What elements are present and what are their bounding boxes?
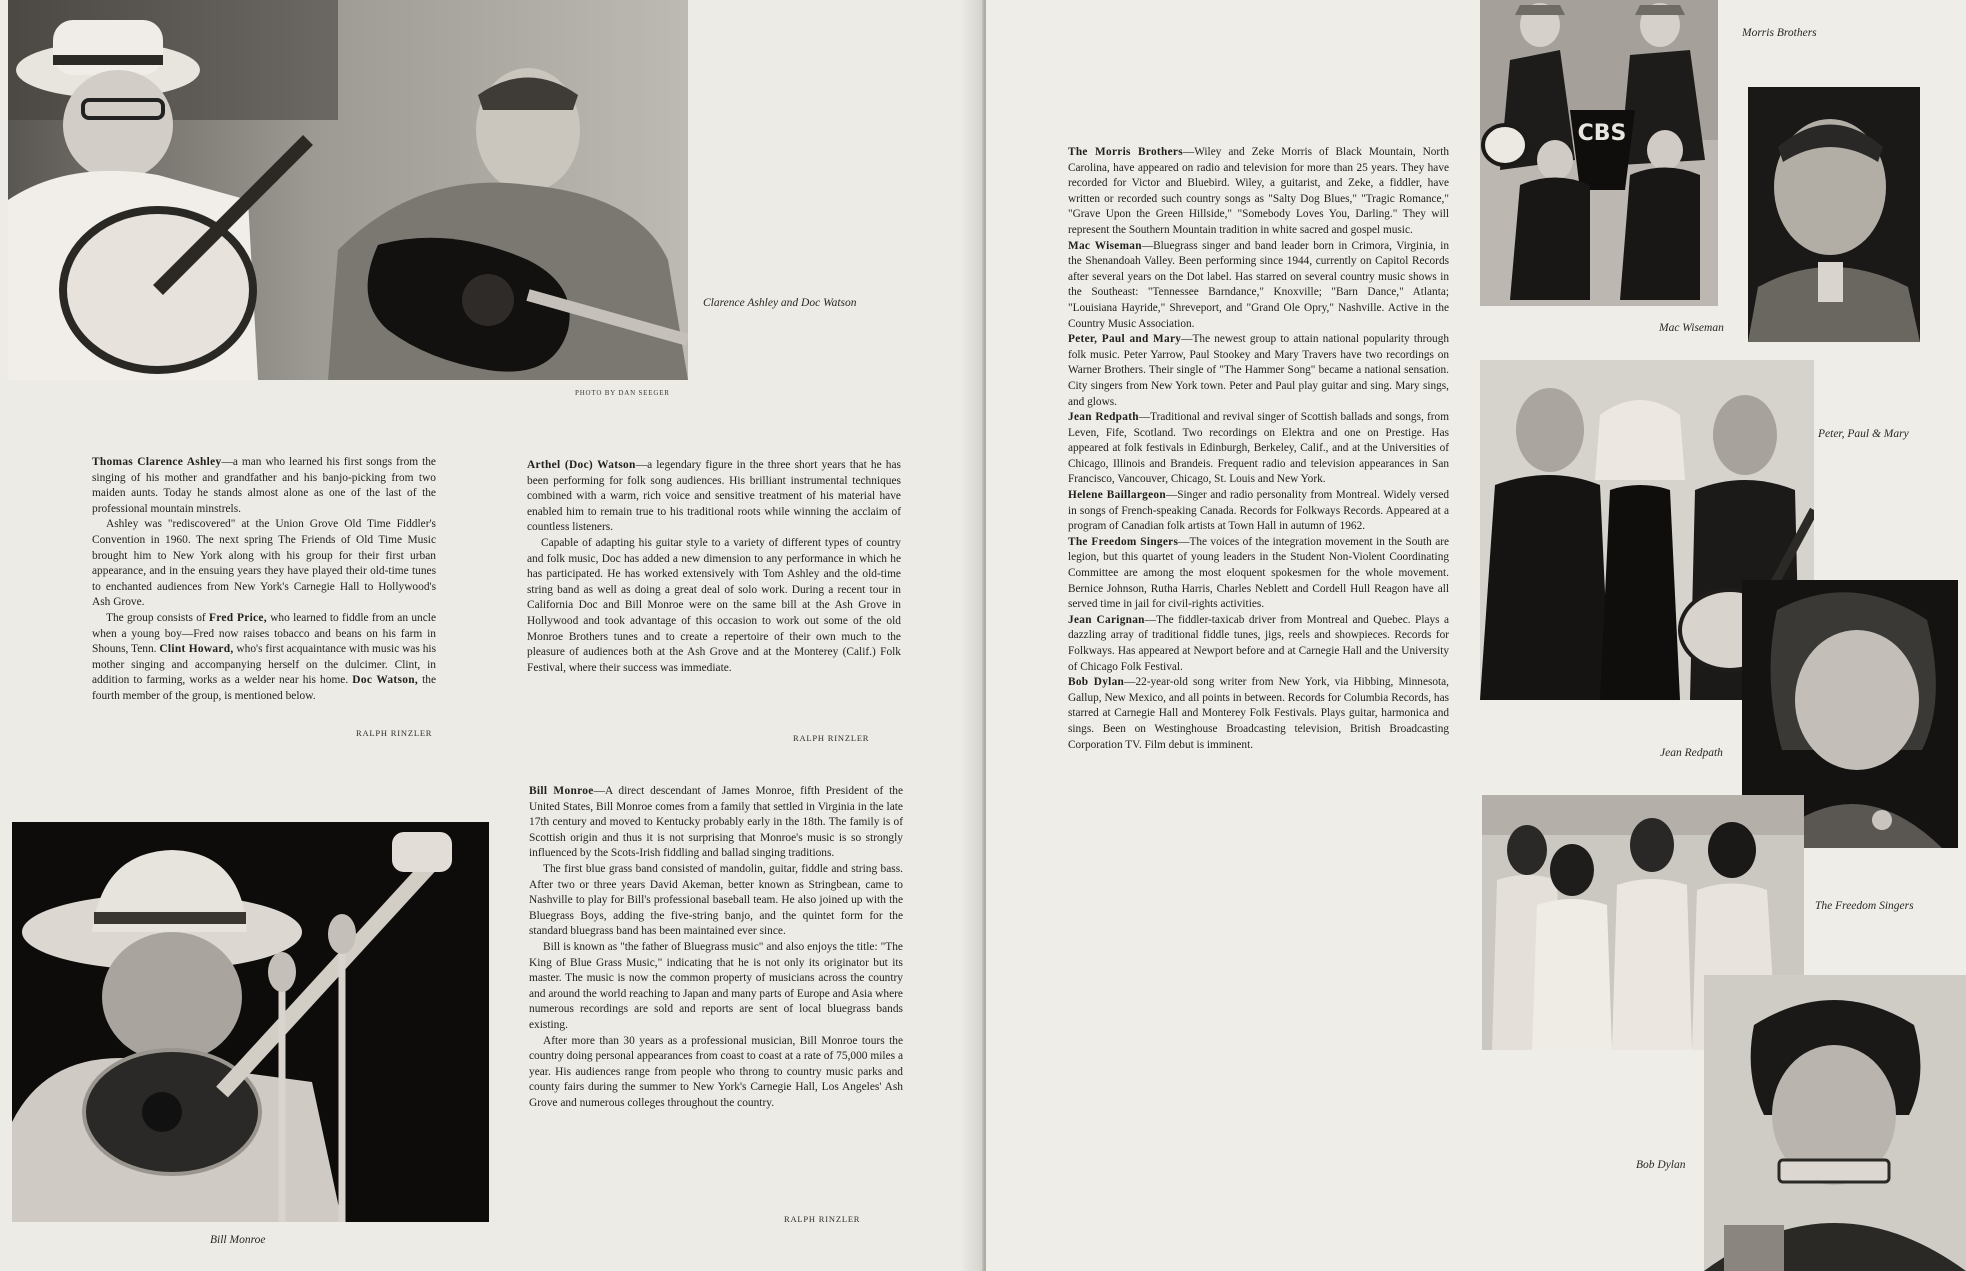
entry-name: The Morris Brothers <box>1068 146 1183 158</box>
caption-mac-wiseman: Mac Wiseman <box>1659 322 1724 334</box>
doc-watson-name: Doc Watson, <box>352 674 419 687</box>
ashley-para-3 <box>92 611 436 705</box>
entry-freedom-singers <box>1068 535 1449 613</box>
photo-bob-dylan <box>1704 975 1966 1271</box>
watson-para-2: Capable of adapting his guitar style to a variety of different types of country and folk music, Doc has added a new dimension to any performance in which he has participated. He has worked extensively with Tom Ashley and the old-time string band as well as doing a great deal of solo work. During a recent tour in California Doc and Bill Monroe were on the same bill at the Ash Grove in Hollywood and took advantage of this occasion to work out some of the old Monroe Brothers tunes and to create a repertoire of their own much to the pleasure of audiences both at the Ash Grove and at the Monterey (Calif.) Folk Festival, where their success was immediate. <box>527 536 901 674</box>
article-ashley <box>92 455 436 705</box>
photo-mac-wiseman-image <box>1748 87 1920 342</box>
entry-name: The Freedom Singers <box>1068 535 1179 548</box>
entry-name: Jean Carignan <box>1068 613 1145 626</box>
entry-name: Helene Baillargeon <box>1068 489 1166 502</box>
byline-watson: RALPH RINZLER <box>793 733 870 743</box>
watson-name: Arthel (Doc) Watson <box>527 459 636 471</box>
entry-text: —Traditional and revival singer of Scottish ballads and songs, from Leven, Fife, Scotland. Two recordings on Elektra and one on Prestige. Has appeared at folk festivals in Edinburgh, Berkeley, Calif., and at the Universities of Chicago, Illinois and Brandeis. Frequent radio and television appearances in San Francisco, Vancouver, Chicago, St. Louis and New York. <box>1068 411 1449 486</box>
entry-name: Jean Redpath <box>1068 411 1139 424</box>
ashley-p3-c: who's first acquaintance with music was his mother singing and accompanying herself on the dulcimer. Clint, in addition to farming, works as a welder near his home. <box>92 643 436 687</box>
ashley-p3-a: The group consists of <box>106 611 209 624</box>
ashley-p1-text: —a man who learned his first songs from the singing of his mother and grandfather and his banjo-picking from two maiden aunts. Today he stands almost alone as one of the last of the professional mountain minstrels. <box>92 456 436 515</box>
monroe-p1-text: —A direct descendant of James Monroe, fifth President of the United States, Bill Monroe comes from a family that settled in Virginia in the late 17th century and moved to Kentucky probably early in the 18th. The family is of Scottish origin and thus it is not surprising that Monroe's music is so strongly influenced by the Scots-Irish fiddling and ballad singing traditions. <box>529 785 904 860</box>
entry-text: —22-year-old song writer from New York, via Hibbing, Minnesota, Gallup, New Mexico, and all points in between. Records for Columbia Records, has starred at Carnegie Hall and Monterey Folk Festivals. Plays guitar, harmonica and sings. Been on Westinghouse Broadcasting television, British Broadcasting Corporation TV. Film debut is imminent. <box>1068 676 1449 751</box>
entry-jean-redpath <box>1068 410 1449 488</box>
byline-ashley: RALPH RINZLER <box>356 728 433 738</box>
caption-freedom-singers: The Freedom Singers <box>1815 900 1914 912</box>
entry-helene-baillargeon <box>1068 488 1449 535</box>
monroe-para-1 <box>529 784 903 862</box>
monroe-name: Bill Monroe <box>529 785 594 797</box>
left-page <box>0 0 982 1271</box>
entry-text: —Singer and radio personality from Montreal. Widely versed in songs of French-speaking Canada. Records for Folkways Records. Appeared at a program of Canadian folk artists at Town Hall in autumn of 1962. <box>1068 489 1449 533</box>
entry-peter-paul-mary <box>1068 332 1449 410</box>
watson-p1-text: —a legendary figure in the three short years that he has been performing for folk song audiences. His brilliant instrumental techniques combined with a warm, rich voice and sensitive treatment of his material have enabled him to remain true to his traditional roots while winning the acclaim of countless listeners. <box>527 459 901 534</box>
monroe-para-4: After more than 30 years as a professional musician, Bill Monroe tours the country doing personal appearances from coast to coast at a rate of 75,000 miles a year. His audiences range from people who throng to country music parks and county fairs during the summer to New York's Carnegie Hall, Los Angeles' Ash Grove and numerous colleges throughout the country. <box>529 1034 903 1109</box>
fred-price-name: Fred Price, <box>208 611 267 624</box>
entry-mac-wiseman <box>1068 239 1449 333</box>
caption-bob-dylan: Bob Dylan <box>1636 1159 1686 1171</box>
entry-text: —The voices of the integration movement in the South are legion, but this quartet of young leaders in the Student Non-Violent Coordinating Committee are among the most eloquent spokesmen for the whole movement. Bernice Johnson, Rutha Harris, Charles Neblett and Cordell Hull Reagon have all served time in jail for civil-rights activities. <box>1068 535 1449 611</box>
entry-text: —Wiley and Zeke Morris of Black Mountain, North Carolina, have appeared on radio and television for more than 25 years. They have recorded for Victor and Bluebird. Wiley, a guitarist, and Zeke, a fiddler, have written or recorded such country songs as "Salty Dog Blues," "Tragic Romance," "Grave Upon the Green Hillside," "Somebody Loves You, Darling." They will represent the Southern Mountain tradition in white sacred and gospel music. <box>1068 146 1449 236</box>
cbs-sign-text: CBS <box>1577 121 1627 146</box>
ashley-para-2: Ashley was "rediscovered" at the Union Grove Old Time Fiddler's Convention in 1960. The next spring The Friends of Old Time Music brought him to New York along with his group for their first urban appearance, and in the ensuing years they have played their old-time tunes to enchanted audiences from New York's Carnegie Hall to Hollywood's Ash Grove. <box>92 518 436 609</box>
entry-text: —Bluegrass singer and band leader born in Crimora, Virginia, in the Shenandoah Valley. Been performing since 1944, currently on Capitol Records after several years on the Dot label. Has starred on several country music shows in the Southeast: "Tennessee Barndance," Knoxville; "Barn Dance," Atlanta; "Louisiana Hayride," Shreveport, and "Grand Ole Opry," Nashville. Active in the Country Music Association. <box>1068 239 1450 330</box>
entry-name: Peter, Paul and Mary <box>1068 333 1182 346</box>
photo-bob-dylan-image <box>1704 975 1966 1271</box>
entry-morris-brothers <box>1068 145 1449 239</box>
photo-credit: PHOTO BY DAN SEEGER <box>575 389 670 397</box>
clint-howard-name: Clint Howard, <box>159 643 234 656</box>
photo-bill-monroe <box>12 822 489 1222</box>
photo-morris-brothers-image <box>1480 0 1718 306</box>
photo-ashley-watson-image <box>8 0 688 380</box>
byline-monroe: RALPH RINZLER <box>784 1214 861 1224</box>
ashley-para-1 <box>92 455 436 517</box>
photo-bill-monroe-image <box>12 822 489 1222</box>
caption-peter-paul-mary: Peter, Paul & Mary <box>1818 428 1909 440</box>
entry-bob-dylan <box>1068 675 1449 753</box>
caption-ashley-watson: Clarence Ashley and Doc Watson <box>703 297 857 309</box>
right-page <box>986 0 1966 1271</box>
article-monroe <box>529 784 903 1111</box>
caption-morris-brothers: Morris Brothers <box>1742 27 1817 39</box>
entry-name: Mac Wiseman <box>1068 239 1142 252</box>
ashley-p3-b: who learned to fiddle from an uncle when a young boy—Fred now raises tobacco and beans on his farm in Shouns, Tenn. <box>92 611 436 656</box>
caption-jean-redpath: Jean Redpath <box>1660 747 1723 759</box>
photo-ashley-watson <box>8 0 688 380</box>
performers-column <box>1068 145 1449 753</box>
entry-jean-carignan <box>1068 613 1449 675</box>
article-watson <box>527 458 901 676</box>
monroe-para-3: Bill is known as "the father of Bluegrass music" and also enjoys the title: "The King of Blue Grass Music," indicating that he is not only its originator but its master. The music is now the common property of musicians across the country and around the world reaching to Japan and many parts of Europe and Asia where numerous recordings are sold and reports are sent of local bluegrass bands existing. <box>529 940 903 1031</box>
photo-morris-brothers <box>1480 0 1718 306</box>
caption-bill-monroe: Bill Monroe <box>210 1234 266 1246</box>
monroe-para-2: The first blue grass band consisted of mandolin, guitar, fiddle and string bass. After two or three years David Akeman, better known as Stringbean, came to Nashville to play for Bill's professional baseball team. He also joined up with the Bluegrass Boys, adding the five-string banjo, and the quintet form for the standard bluegrass band has been maintained ever since. <box>529 862 903 938</box>
photo-mac-wiseman <box>1748 87 1920 342</box>
entry-text: —The fiddler-taxicab driver from Montreal and Quebec. Plays a dazzling array of traditional fiddle tunes, jigs, reels and showpieces. Records for Folkways. Has appeared at Newport before and at Carnegie Hall and the University of Chicago Folk Festival. <box>1068 613 1450 673</box>
watson-para-1 <box>527 458 901 536</box>
entry-name: Bob Dylan <box>1068 676 1125 689</box>
entry-text: —The newest group to attain national popularity through folk music. Peter Yarrow, Paul Stookey and Mary Travers have two recordings on Warner Brothers. Their single of "The Hammer Song" became a national sensation. City singers from New York town. Peter and Paul play guitar and sing. Mary sings, and glows. <box>1068 333 1450 408</box>
ashley-name: Thomas Clarence Ashley <box>92 456 222 468</box>
ashley-p3-d: the fourth member of the group, is mentioned below. <box>92 674 437 702</box>
